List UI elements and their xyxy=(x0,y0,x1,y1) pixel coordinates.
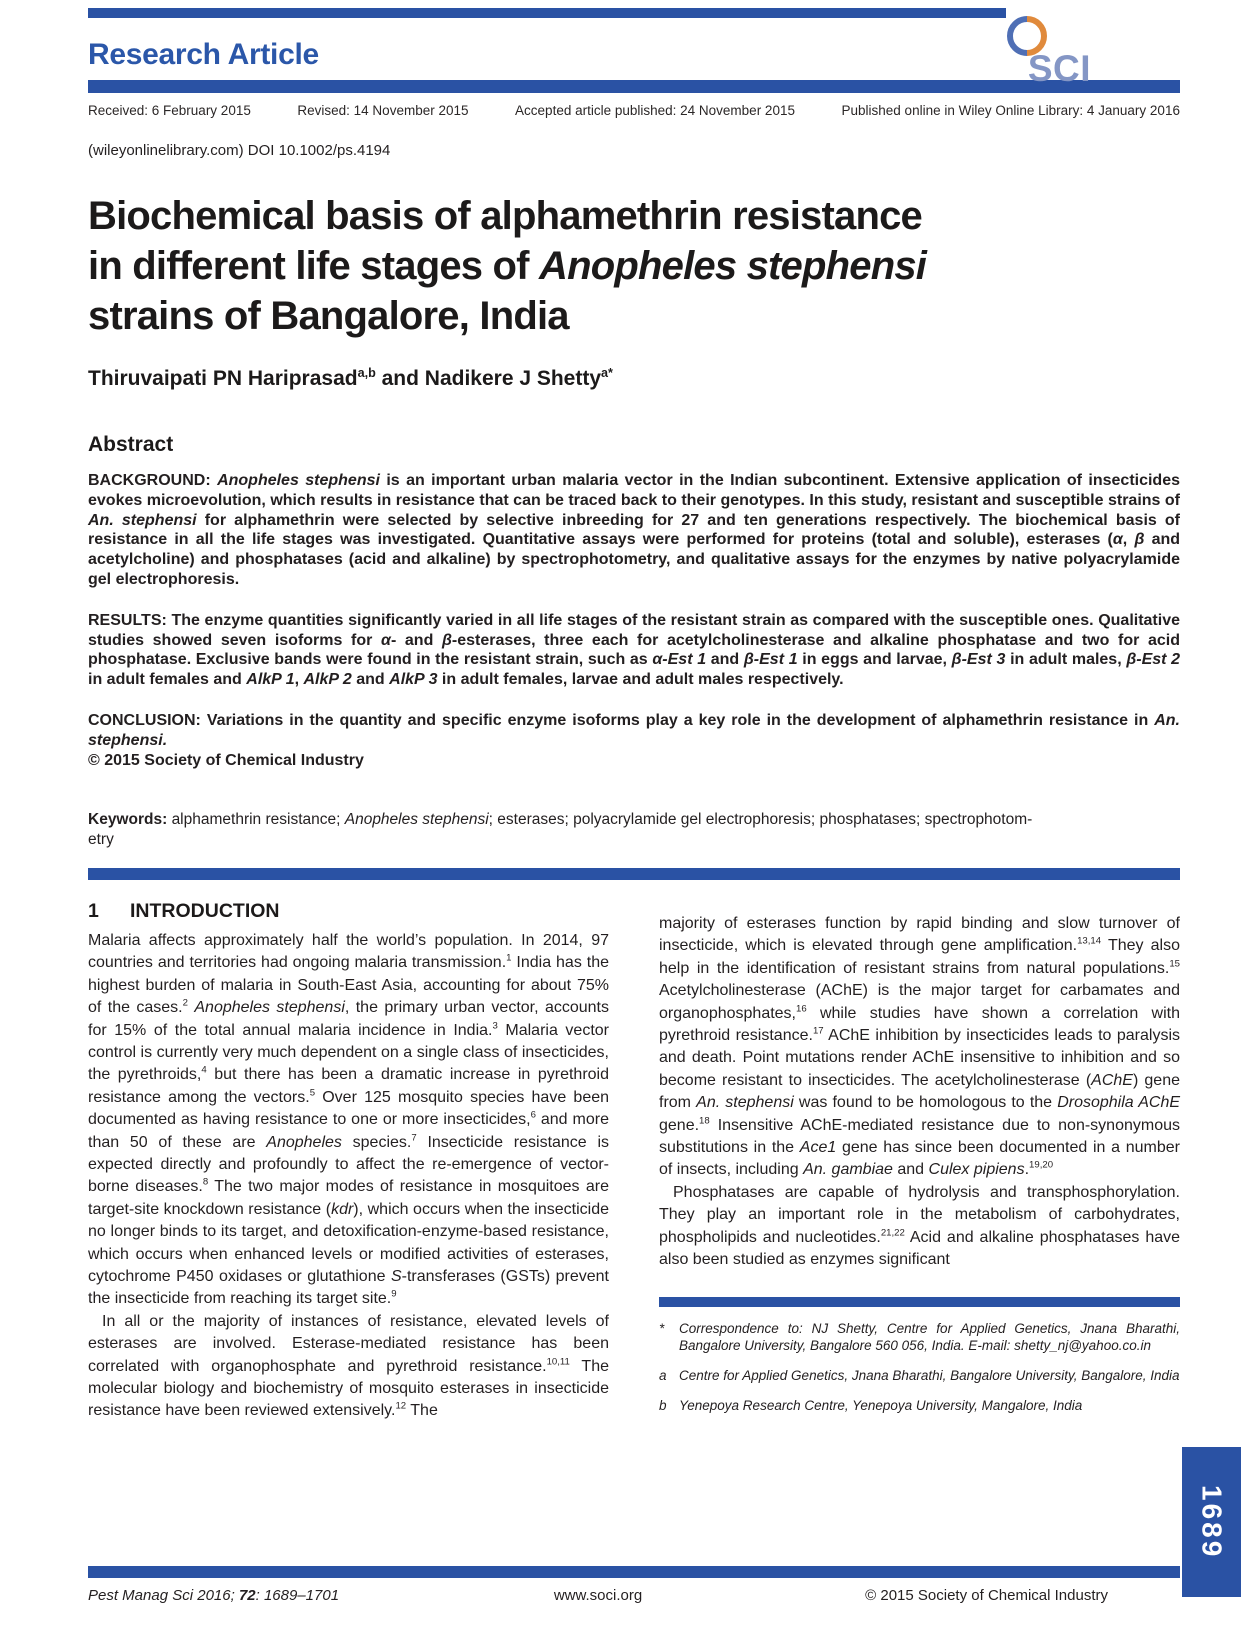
published-online-date: Published online in Wiley Online Library: 4 January 2016 xyxy=(841,103,1180,118)
keywords-line: Keywords: alphamethrin resistance; Anopheles stephensi; esterases; polyacrylamide gel electrophoresis; phosphatases; spectrophotom- xyxy=(88,811,1033,829)
introduction-heading xyxy=(88,900,609,923)
page-footer xyxy=(88,1566,1180,1604)
society-url: www.soci.org xyxy=(553,1587,643,1604)
abstract-heading: Abstract xyxy=(88,433,174,456)
intro-paragraph: In all or the majority of instances of resistance, elevated levels of esterases are involved. Esterase-mediated resistance has been correlated with organophosphate and pyrethroid resistance.$^{10,11}$ The molecular biology and biochemistry of mosquito esterases in insecticide resistance have been reviewed extensively.$^{12}$ The xyxy=(88,1312,609,1420)
keywords-line: etry xyxy=(88,831,114,849)
left-column xyxy=(88,900,609,1423)
author-byline: Thiruvaipati PN Hariprasad$^{a,b}$ and Nadikere J Shetty$^{a*}$ xyxy=(88,366,613,390)
keywords-block xyxy=(88,810,1180,850)
page-number-tab xyxy=(1182,1447,1241,1597)
article-history-row xyxy=(88,103,1180,118)
footer-copyright: © 2015 Society of Chemical Industry xyxy=(865,1587,1108,1604)
intro-paragraph: majority of esterases function by rapid binding and slow turnover of insecticide, which is elevated through gene amplification.$^{13,14}$ They also help in the identification of resistant strains from natural populations.$^{15}$ Acetylcholinesterase (AChE) is the major target for carbamates and organophosphates,$^{16}$ while studies have shown a correlation with pyrethroid resistance.$^{17}$ AChE inhibition by insecticides leads to paralysis and death. Point mutations render AChE insensitive to inhibition and so become resistant to insecticides. The acetylcholinesterase (AChE) gene from An. stephensi was found to be homologous to the Drosophila AChE gene.$^{18}$ Insensitive AChE-mediated resistance due to non-synonymous substitutions in the Ace1 gene has since been documented in a number of insects, including An. gambiae and Culex pipiens.$^{19,20}$ xyxy=(659,914,1181,1179)
abstract-copyright: © 2015 Society of Chemical Industry xyxy=(88,751,364,769)
two-column-body xyxy=(88,900,1180,1423)
footnote-marker: b xyxy=(659,1398,667,1414)
correspondence-footnote xyxy=(659,1320,1180,1354)
top-accent-bar xyxy=(88,8,1006,18)
article-title-line: in different life stages of Anopheles stephensi xyxy=(88,244,927,288)
section-number: 1 xyxy=(88,899,99,922)
footnote-text: Yenepoya Research Centre, Yenepoya University, Mangalore, India xyxy=(679,1398,1083,1414)
abstract-results: RESULTS: The enzyme quantities significantly varied in all life stages of the resistant strain as compared with the susceptible ones. Qualitative studies showed seven isoforms for α- and β-esterases, three each for acetylcholinesterase and alkaline phosphatase and two for acid phosphatase. Exclusive bands were found in the resistant strain, such as α-Est 1 and β-Est 1 in eggs and larvae, β-Est 3 in adult males, β-Est 2 in adult females and AlkP 1, AlkP 2 and AlkP 3 in adult females, larvae and adult males respectively. xyxy=(88,611,1181,689)
page-number: 1689 xyxy=(1196,1484,1228,1560)
abstract-background: BACKGROUND: Anopheles stephensi is an important urban malaria vector in the Indian subcontinent. Extensive application of insecticides evokes microevolution, which results in resistance that can be traced back to their genotypes. In this study, resistant and susceptible strains of An. stephensi for alphamethrin were selected by selective inbreeding for 27 and ten generations respectively. The biochemical basis of resistance in all the life stages was investigated. Quantitative assays were performed for proteins (total and soluble), esterases (α, β and acetylcholine) and phosphatases (acid and alkaline) by spectrophotometry, and qualitative assays for the enzymes by native polyacrylamide gel electrophoresis. xyxy=(88,472,1181,588)
article-title-line: Biochemical basis of alphamethrin resistance xyxy=(88,194,922,238)
footer-accent-bar xyxy=(88,1566,1180,1578)
doi-line: (wileyonlinelibrary.com) DOI 10.1002/ps.4194 xyxy=(88,142,391,159)
affiliation-footnote xyxy=(659,1367,1180,1384)
footnote-marker: a xyxy=(659,1368,667,1384)
footer-row xyxy=(88,1587,1180,1604)
revised-date: Revised: 14 November 2015 xyxy=(297,103,469,118)
footnote-divider-bar xyxy=(659,1297,1180,1307)
footnote-text: Correspondence to: NJ Shetty, Centre for Applied Genetics, Jnana Bharathi, Bangalore University, Bangalore 560 056, India. E-mail: shetty_nj@yahoo.co.in xyxy=(679,1321,1180,1354)
abstract-conclusion: CONCLUSION: Variations in the quantity and specific enzyme isoforms play a key role in the development of alphamethrin resistance in An. stephensi. xyxy=(88,711,1180,749)
article-title-line: strains of Bangalore, India xyxy=(88,294,569,338)
section-divider-bar xyxy=(88,868,1180,880)
footnote-marker: * xyxy=(659,1321,665,1337)
sci-logo xyxy=(1003,12,1091,89)
intro-paragraph: Malaria affects approximately half the world’s population. In 2014, 97 countries and territories had ongoing malaria transmission.$^1$ India has the highest burden of malaria in South-East Asia, accounting for about 75% of the cases.$^2$ Anopheles stephensi, the primary urban vector, accounts for 15% of the total annual malaria incidence in India.$^3$ Malaria vector control is currently very much dependent on a single class of insecticides, the pyrethroids,$^4$ but there has been a dramatic increase in pyrethroid resistance among the vectors.$^5$ Over 125 mosquito species have been documented as having resistance to one or more insecticides,$^6$ and more than 50 of these are Anopheles species.$^7$ Insecticide resistance is expected directly and profoundly to affect the re-emergence of vector-borne diseases.$^8$ The two major modes of resistance in mosquitoes are target-site knockdown resistance (kdr), which occurs when the insecticide no longer binds to its target, and detoxification-enzyme-based resistance, which occurs when enhanced levels or modified activities of esterases, cytochrome P450 oxidases or glutathione S-transferases (GSTs) prevent the insecticide from reaching its target site.$^9$ xyxy=(88,931,610,1308)
received-date: Received: 6 February 2015 xyxy=(88,103,251,118)
right-column xyxy=(659,900,1180,1423)
accepted-date: Accepted article published: 24 November 2015 xyxy=(515,103,795,118)
article-type-heading: Research Article xyxy=(88,38,319,71)
intro-paragraph: Phosphatases are capable of hydrolysis and transphosphorylation. They play an important role in the metabolism of carbohydrates, phospholipids and nucleotides.$^{21,22}$ Acid and alkaline phosphatases have also been studied as enzymes significant xyxy=(659,1183,1181,1269)
footnote-text: Centre for Applied Genetics, Jnana Bharathi, Bangalore University, Bangalore, India xyxy=(679,1368,1180,1384)
section-title: INTRODUCTION xyxy=(130,899,280,922)
article-title xyxy=(88,191,1180,341)
sci-logo-text: SCI xyxy=(1027,48,1091,89)
affiliation-footnote xyxy=(659,1397,1180,1414)
journal-citation: Pest Manag Sci 2016; 72: 1689–1701 xyxy=(88,1587,340,1604)
